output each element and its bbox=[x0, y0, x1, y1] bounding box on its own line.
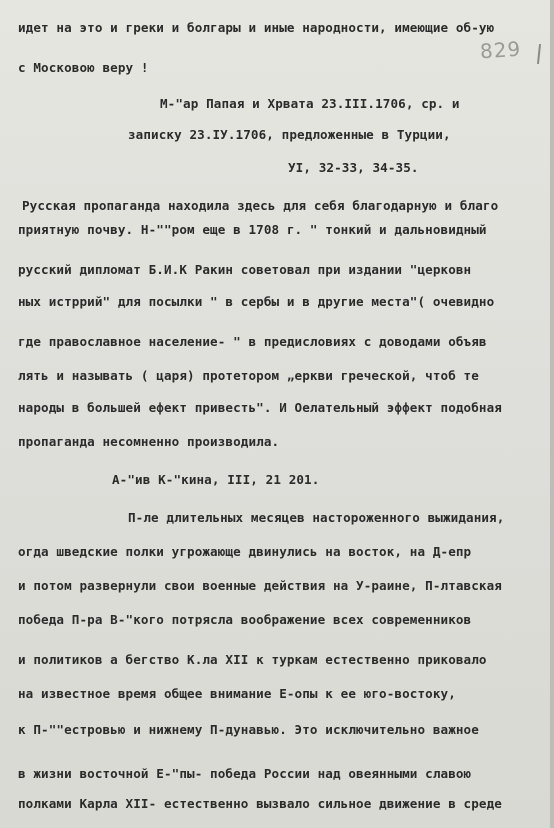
text-line: идет на это и греки и болгары и иные народности, имеющие об-ую bbox=[18, 20, 495, 35]
text-line: лять и называть ( царя) протетором „еркви греческой, чтоб те bbox=[18, 368, 479, 383]
text-line: ных истррий" для посылки " в сербы и в другие места"( очевидно bbox=[18, 294, 495, 309]
text-line: П-ле длительных месяцев настороженного выжидания, bbox=[128, 510, 505, 525]
footnote-line: М-"ар Папая и Хрвата 23.III.1706, ср. и bbox=[160, 96, 460, 111]
text-line: пропаганда несомненно производила. bbox=[18, 434, 280, 449]
text-line: полками Карла XII- естественно вызвало сильное движение в среде bbox=[18, 796, 502, 811]
text-line: победа П-ра В-"кого потрясла воображение всех современников bbox=[18, 612, 472, 627]
text-line: приятную почву. Н-""ром еще в 1708 г. " тонкий и дальновидный bbox=[18, 222, 487, 237]
text-line: в жизни восточной Е-"пы- победа России над овеянными славою bbox=[18, 766, 472, 781]
text-line: на известное время общее внимание Е-опы к ее юго-востоку, bbox=[18, 686, 456, 701]
archive-reference: А-"ив К-"кина, III, 21 201. bbox=[112, 472, 320, 487]
text-line: где православное население- " в предисловиях с доводами объяв bbox=[18, 334, 487, 349]
margin-mark bbox=[537, 44, 541, 64]
text-line: к П-""естровью и нижнему П-дунавью. Это исключительно важное bbox=[18, 722, 479, 737]
footnote-line: записку 23.IУ.1706, предложенные в Турции, bbox=[128, 127, 451, 142]
page-number: 829 bbox=[479, 36, 522, 64]
text-line: и потом развернули свои военные действия на У-раине, П-лтавская bbox=[18, 578, 502, 593]
text-line: народы в большей ефект привесть". И Oелательный эффект подобная bbox=[18, 400, 502, 415]
footnote-line: УI, 32-33, 34-35. bbox=[288, 160, 419, 175]
page-edge-shadow bbox=[550, 0, 554, 828]
text-line: Русская пропаганда находила здесь для себя благодарную и благо bbox=[22, 198, 499, 213]
text-line: огда шведские полки угрожающе двинулись на восток, на Д-епр bbox=[18, 544, 472, 559]
text-line: с Московою веру ! bbox=[18, 60, 149, 75]
text-line: русский дипломат Б.И.К Ракин советовал при издании "церковн bbox=[18, 262, 472, 277]
text-line: и политиков а бегство К.ла XII к туркам естественно приковало bbox=[18, 652, 487, 667]
